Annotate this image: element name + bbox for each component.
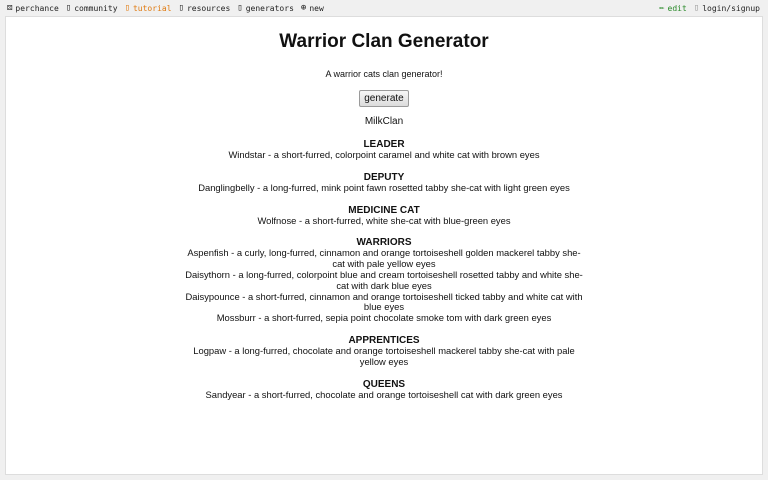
cat-entry: Daisypounce - a short-furred, cinnamon and orange tortoiseshell ticked tabby and white cat with blue eyes — [185, 290, 583, 313]
generate-button[interactable]: generate — [359, 90, 408, 107]
section-title: QUEENS — [362, 378, 406, 390]
section-title: LEADER — [363, 139, 405, 150]
page-title: Warrior Clan Generator — [279, 31, 489, 52]
nav-tutorial-label: tutorial — [132, 3, 172, 13]
nav-perchance-label: perchance — [15, 3, 59, 13]
tutorial-icon: ▯ — [124, 2, 130, 13]
login-signup-link[interactable] — [694, 4, 760, 13]
section-title: MEDICINE CAT — [348, 204, 420, 216]
nav-community[interactable] — [66, 4, 118, 13]
top-nav-bar — [0, 0, 768, 16]
nav-left — [7, 4, 324, 13]
cat-entry: Wolfnose - a short-furred, white she-cat with blue-green eyes — [257, 214, 511, 226]
clan-name: MilkClan — [364, 116, 404, 127]
nav-new-label: new — [309, 3, 324, 13]
resources-icon: ▯ — [178, 2, 184, 13]
generator-content — [184, 31, 584, 400]
nav-generators[interactable] — [237, 4, 294, 13]
cat-entry: Daisythorn - a long-furred, colorpoint blue and cream tortoiseshell rosetted tabby and white she-cat with dark blue eyes — [185, 268, 583, 291]
nav-tutorial[interactable] — [125, 4, 172, 13]
section-queens — [184, 379, 584, 401]
nav-new[interactable] — [301, 4, 324, 13]
generators-icon: ▯ — [237, 2, 243, 13]
section-title: APPRENTICES — [348, 334, 420, 346]
clan-sections — [184, 139, 584, 400]
cat-entry: Mossburr - a short-furred, sepia point chocolate smoke tom with dark green eyes — [216, 312, 552, 324]
section-apprentices — [184, 335, 584, 368]
section-medicine-cat — [184, 205, 584, 227]
nav-perchance[interactable] — [7, 4, 59, 13]
community-icon: ▯ — [65, 2, 72, 13]
cat-entry: Aspenfish - a curly, long-furred, cinnamon and orange tortoiseshell golden mackerel tabby she-cat with pale yellow eyes — [187, 247, 581, 270]
nav-resources[interactable] — [179, 4, 231, 13]
edit-link[interactable] — [659, 4, 687, 13]
generator-output-panel — [5, 16, 763, 475]
section-warriors — [184, 237, 584, 324]
new-icon: ⊕ — [300, 2, 307, 13]
perchance-icon: ⚄ — [7, 2, 13, 13]
cat-entry: Danglingbelly - a long-furred, mink point fawn rosetted tabby she-cat with light green eyes — [198, 181, 570, 193]
section-deputy — [184, 172, 584, 194]
nav-community-label: community — [74, 3, 118, 13]
edit-label: edit — [667, 3, 687, 13]
pencil-icon: ✏ — [659, 2, 665, 13]
cat-entry: Windstar - a short-furred, colorpoint caramel and white cat with brown eyes — [228, 149, 540, 160]
user-icon: ▯ — [693, 2, 700, 13]
nav-generators-label: generators — [245, 3, 294, 13]
section-title: WARRIORS — [356, 237, 412, 249]
cat-entry: Logpaw - a long-furred, chocolate and orange tortoiseshell mackerel tabby she-cat with pale yellow eyes — [193, 344, 575, 367]
section-title: DEPUTY — [363, 171, 405, 183]
section-leader — [184, 139, 584, 161]
login-signup-label: login/signup — [702, 3, 760, 13]
page-subtitle: A warrior cats clan generator! — [325, 69, 443, 79]
nav-right — [659, 4, 760, 13]
nav-resources-label: resources — [186, 3, 231, 13]
cat-entry: Sandyear - a short-furred, chocolate and orange tortoiseshell cat with dark green eyes — [205, 388, 563, 400]
